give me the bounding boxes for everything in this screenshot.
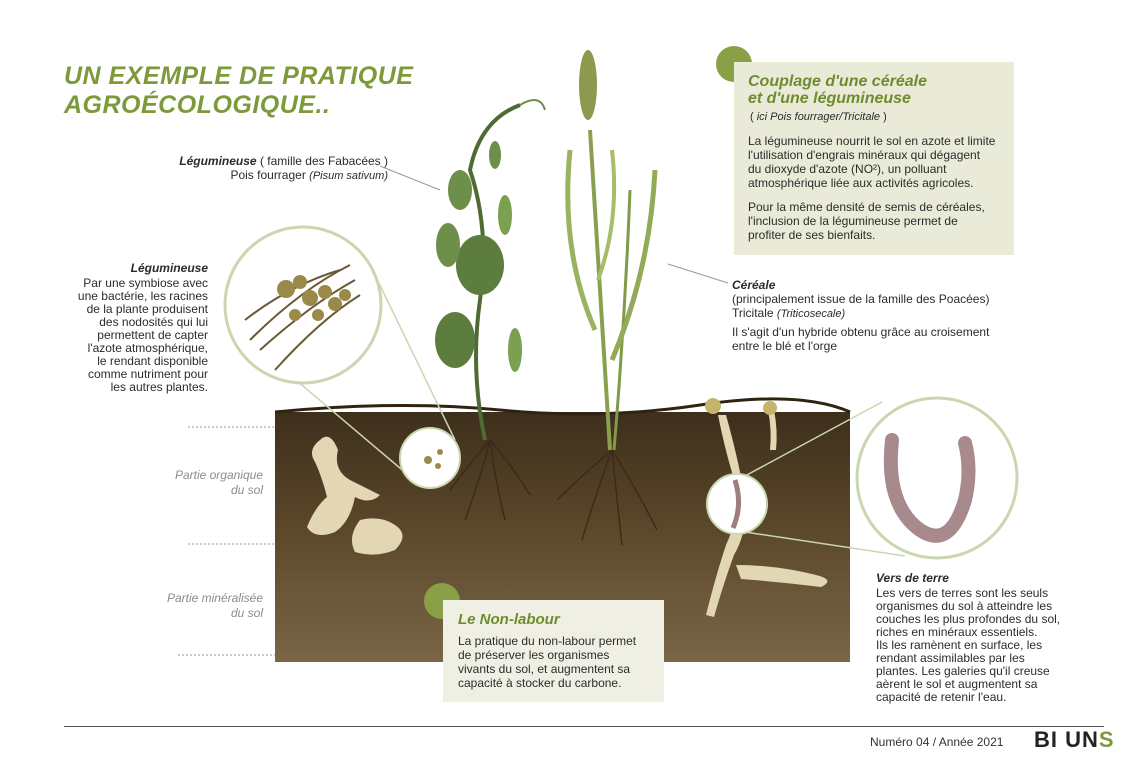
legume-info-line: une bactérie, les racines <box>77 289 208 303</box>
legume-info-line: les autres plantes. <box>110 380 208 394</box>
legume-info-line: des nodosités qui lui <box>99 315 208 329</box>
earthworm-info: Vers de terre Les vers de terres sont les seuls organismes du sol à atteindre les couches les plus profondes du sol, riches en minéraux essentiels. Ils les ramènent en surface, les rendant assimilables par les plantes. Les galeries qu'il creuse aèrent le sol et augmentent sa capacité de retenir l'eau. <box>876 571 1061 704</box>
coupling-title-line-2: et d'une légumineuse <box>748 90 911 107</box>
legume-info-title: Légumineuse <box>130 261 208 275</box>
mineral-layer-label: Partie minéralisée du sol <box>166 591 263 620</box>
footer-divider <box>64 726 1104 727</box>
non-labour-text: La pratique du non-labour permet de préserver les organismes vivants du sol, et augmentent sa capacité à stocker du carbone. <box>458 634 637 690</box>
legume-plant-common: Pois fourrager <box>230 168 310 182</box>
cereal-family: (principalement issue de la famille des Poacées) <box>732 292 990 306</box>
coupling-para-1: La légumineuse nourrit le sol en azote et limite l'utilisation d'engrais minéraux qui dégagent du dioxyde d'azote (NO²), un polluant atmosphérique liée aux activités agricoles. <box>748 134 996 190</box>
cereal-name: Céréale <box>732 278 776 292</box>
cereal-label <box>732 278 1032 353</box>
coupling-panel <box>734 62 1014 255</box>
cereal-latin: (Triticosecale) <box>776 308 846 320</box>
non-labour-title: Le Non-labour <box>458 611 560 628</box>
title-line-2: AGROÉCOLOGIQUE.. <box>64 91 331 119</box>
legume-nodules-magnifier <box>225 227 381 383</box>
cereal-description: Il s'agit d'un hybride obtenu grâce au croisement entre le blé et l'orge <box>732 325 990 353</box>
legume-info-line: comme nutriment pour <box>87 367 208 381</box>
legume-info-line: Par une symbiose avec <box>83 276 208 290</box>
earthworm-info-title: Vers de terre <box>876 571 949 585</box>
coupling-para-2: Pour la même densité de semis de céréales, l'inclusion de la légumineuse permet de profiter de ses bienfaits. <box>748 200 985 242</box>
legume-plant-latin: (Pisum sativum) <box>309 170 388 182</box>
legume-plant-family: ( famille des Fabacées ) <box>256 154 388 168</box>
legume-plant-name: Légumineuse <box>179 154 257 168</box>
coupling-title-line-1: Couplage d'une céréale <box>748 73 927 90</box>
non-labour-panel <box>443 600 664 702</box>
legume-info-line: permettent de capter <box>97 328 208 342</box>
cereal-common: Tricitale <box>732 306 777 320</box>
legume-info-line: le rendant disponible <box>97 354 208 368</box>
legume-info-line: l'azote atmosphérique, <box>87 341 208 355</box>
issue-info: Numéro 04 / Année 2021 <box>870 735 1004 749</box>
coupling-subtitle: ( ici Pois fourrager/Tricitale ) <box>750 111 887 123</box>
title-line-1: UN EXEMPLE DE PRATIQUE <box>64 62 414 90</box>
legume-info-line: de la plante produisent <box>86 302 208 316</box>
organic-layer-label: Partie organique du sol <box>174 468 263 497</box>
legume-info <box>60 262 208 394</box>
cereal-stem <box>590 130 610 450</box>
legume-plant-label <box>158 154 388 183</box>
brand-logo: BI UNS <box>1034 727 1115 752</box>
